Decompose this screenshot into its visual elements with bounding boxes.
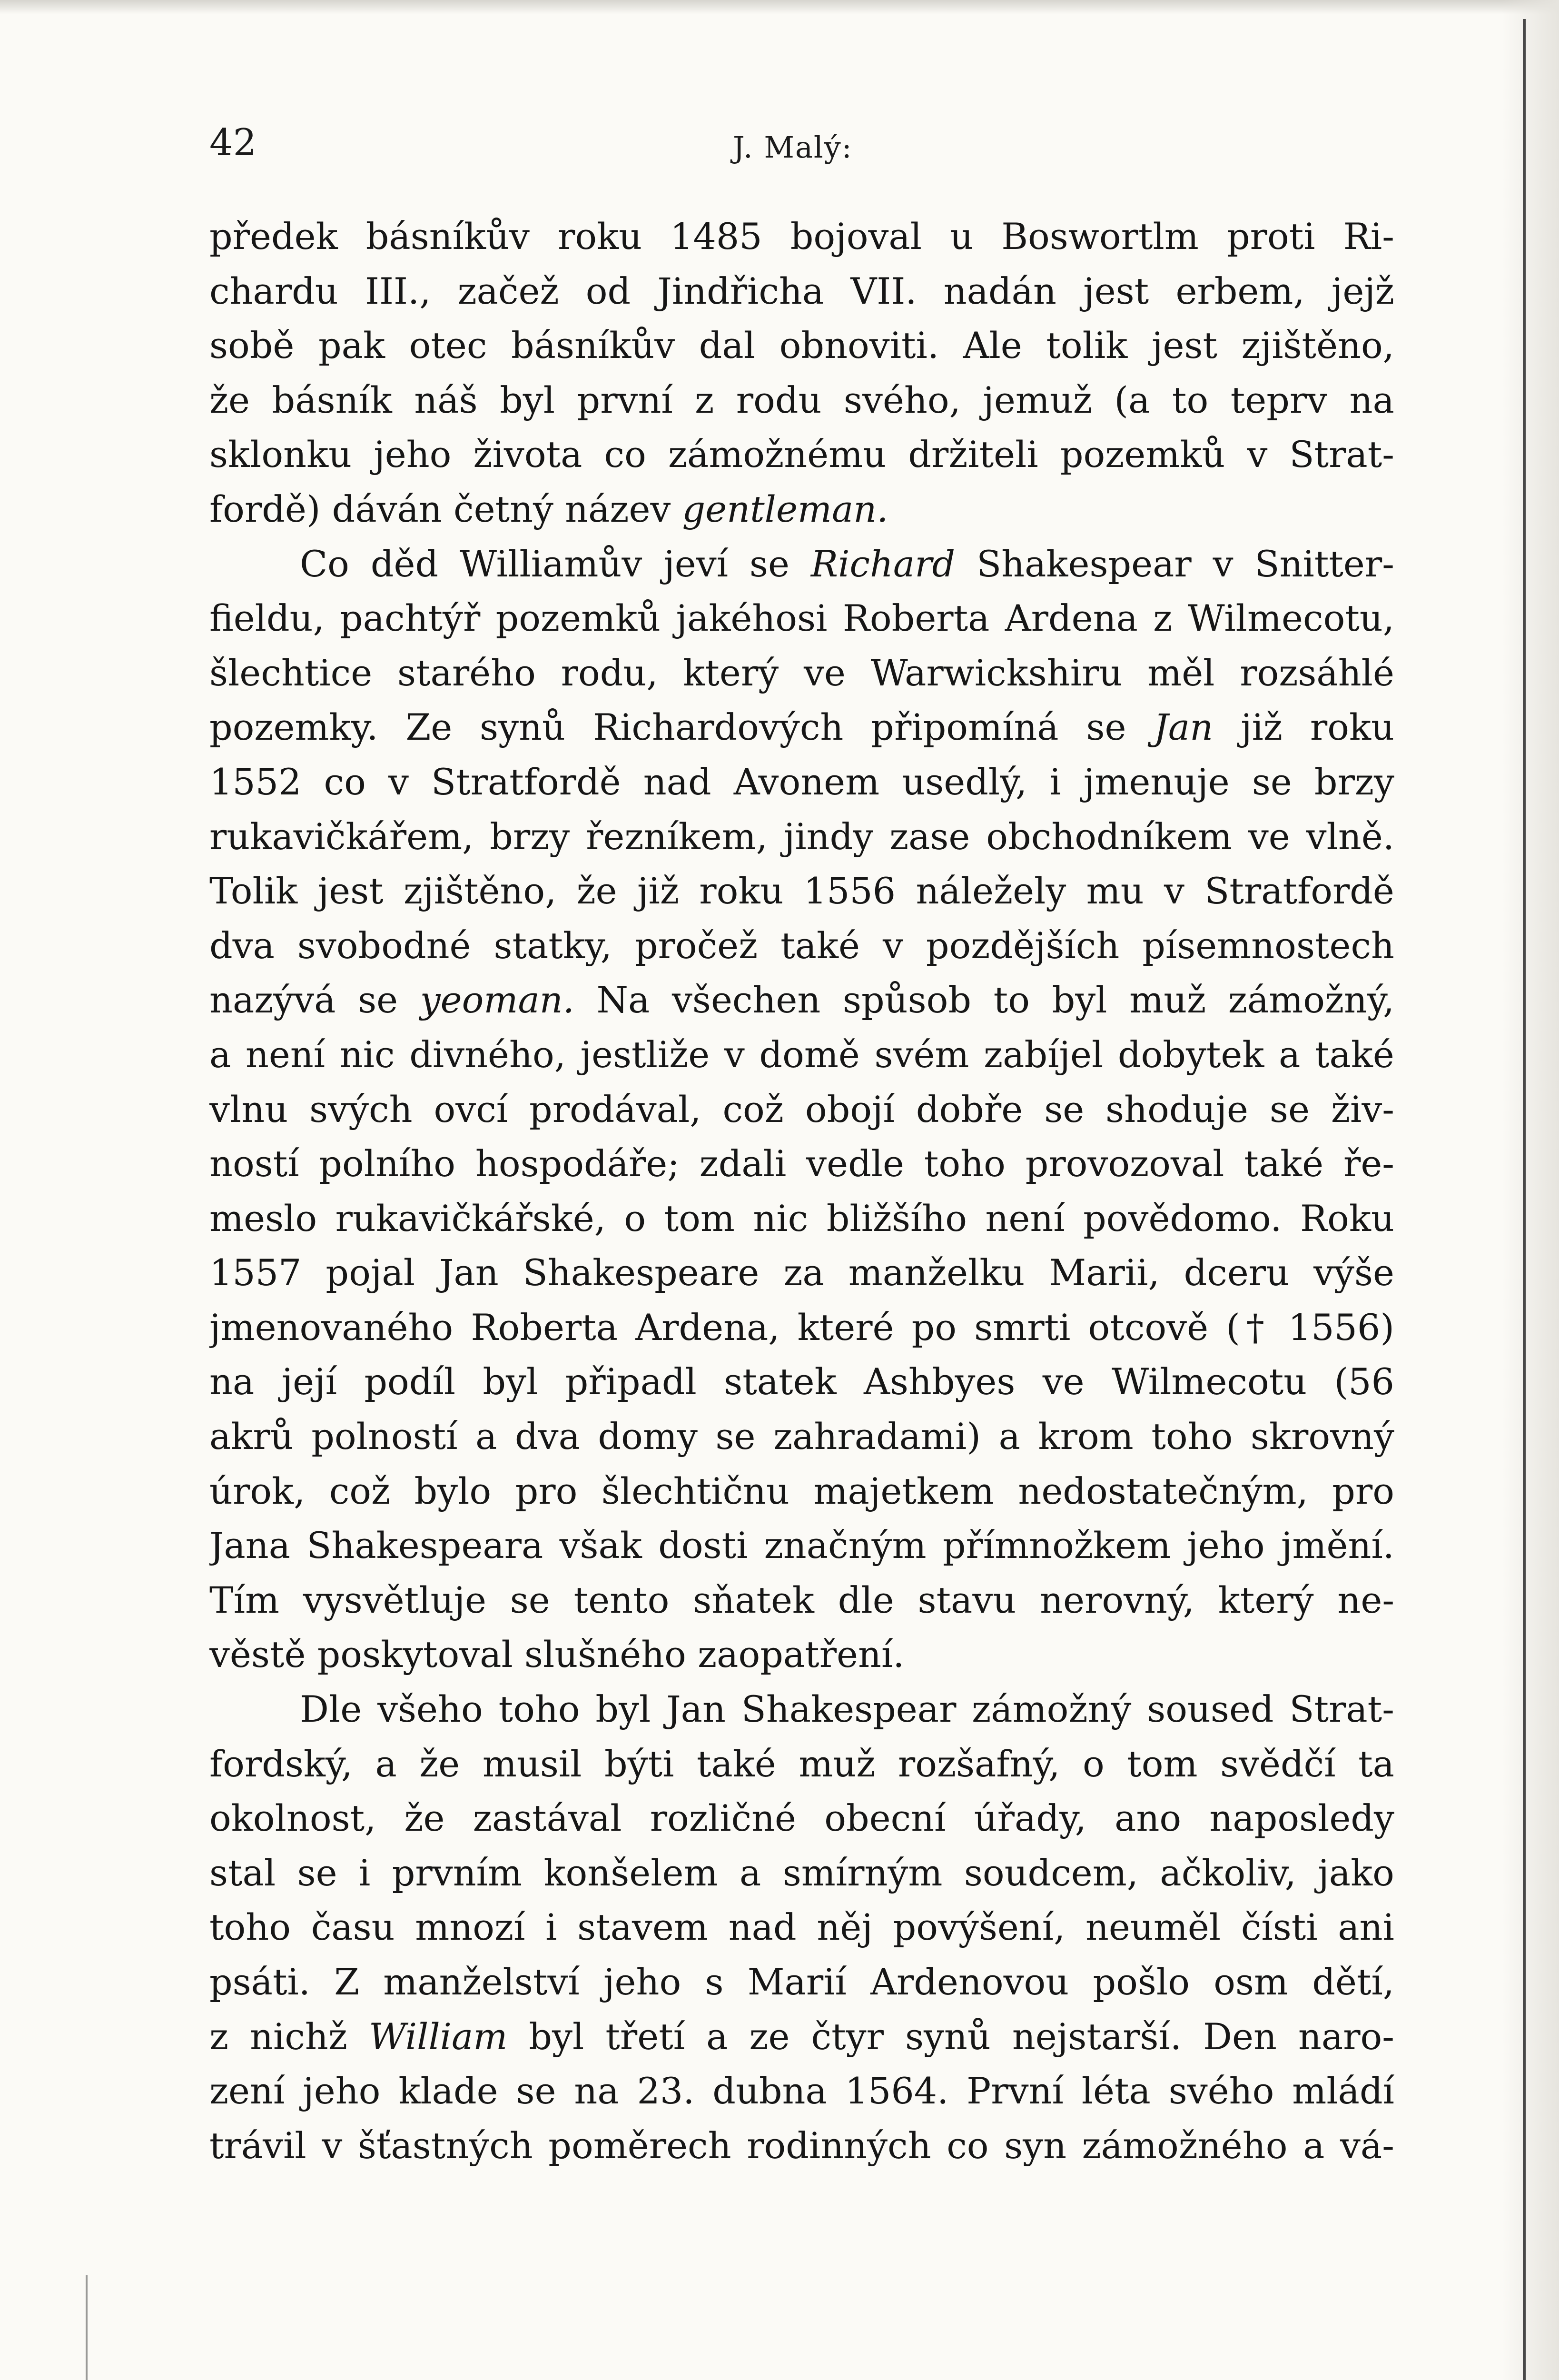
text-line: nazývá se yeoman. Na všechen spůsob to byl muž zámožný, [209,979,1394,1021]
text-line: 1557 pojal Jan Shakespeare za manželku Marii, dceru výše [209,1251,1394,1294]
scan-shadow-right [1502,0,1559,2380]
running-head: J. Malý: [733,130,853,165]
page-number: 42 [209,121,257,164]
text-line: rukavičkářem, brzy řezníkem, jindy zase obchodníkem ve vlně. [209,815,1394,858]
text-line: předek básníkův roku 1485 bojoval u Boswortlm proti Ri- [209,215,1394,258]
page-corner-fold [29,2275,88,2380]
text-line: fieldu, pachtýř pozemků jakéhosi Roberta Ardena z Wilmecotu, [209,597,1394,640]
paragraph-start-line: Dle všeho toho byl Jan Shakespear zámožný soused Strat- [300,1688,1394,1731]
text-line: věstě poskytoval slušného zaopatření. [209,1633,905,1676]
text-line: okolnost, že zastával rozličné obecní úřady, ano naposledy [209,1797,1394,1840]
text-line: šlechtice starého rodu, který ve Warwickshiru měl rozsáhlé [209,651,1394,694]
text-line: dva svobodné statky, pročež také v pozdějších písemnostech [209,924,1394,967]
text-line: vlnu svých ovcí prodával, což obojí dobře se shoduje se živ- [209,1088,1394,1130]
binding-edge [1523,19,1526,2380]
text-line: fordě) dáván četný název gentleman. [209,487,888,530]
paragraph-start-line: Co děd Williamův jeví se Richard Shakespear v Snitter- [300,542,1394,585]
text-line: a není nic divného, jestliže v domě svém zabíjel dobytek a také [209,1033,1394,1076]
text-line: z nichž William byl třetí a ze čtyr synů nejstarší. Den naro- [209,2015,1394,2058]
text-line: že básník náš byl první z rodu svého, jemuž (a to teprv na [209,378,1394,421]
text-line: 1552 co v Stratfordě nad Avonem usedlý, i jmenuje se brzy [209,760,1394,803]
text-line: toho času mnozí i stavem nad něj povýšení, neuměl čísti ani [209,1906,1394,1949]
text-line: Tím vysvětluje se tento sňatek dle stavu nerovný, který ne- [209,1578,1394,1621]
scan-shadow-top [0,0,1559,14]
text-line: na její podíl byl připadl statek Ashbyes ve Wilmecotu (56 [209,1360,1394,1403]
text-line: Tolik jest zjištěno, že již roku 1556 náležely mu v Stratfordě [209,870,1394,912]
text-line: pozemky. Ze synů Richardových připomíná se Jan již roku [209,706,1394,749]
text-line: psáti. Z manželství jeho s Marií Ardenovou pošlo osm dětí, [209,1961,1394,2003]
page-header [209,119,1394,176]
text-line: zení jeho klade se na 23. dubna 1564. První léta svého mládí [209,2070,1394,2112]
text-line: meslo rukavičkářské, o tom nic bližšího není povědomo. Roku [209,1197,1394,1240]
body-text [209,209,1394,2173]
text-line: ností polního hospodáře; zdali vedle toho provozoval také ře- [209,1142,1394,1185]
text-line: jmenovaného Roberta Ardena, které po smrti otcově († 1556) [209,1306,1394,1349]
text-line: sklonku jeho života co zámožnému držiteli pozemků v Strat- [209,433,1394,476]
text-line: trávil v šťastných poměrech rodinných co syn zámožného a vá- [209,2124,1394,2167]
text-line: úrok, což bylo pro šlechtičnu majetkem nedostatečným, pro [209,1469,1394,1512]
text-line: Jana Shakespeara však dosti značným přímnožkem jeho jmění. [209,1524,1394,1567]
text-line: stal se i prvním konšelem a smírným soudcem, ačkoliv, jako [209,1851,1394,1894]
text-line: fordský, a že musil býti také muž rozšafný, o tom svědčí ta [209,1742,1394,1785]
text-line: chardu III., začež od Jindřicha VII. nadán jest erbem, jejž [209,269,1394,312]
text-line: sobě pak otec básníkův dal obnoviti. Ale tolik jest zjištěno, [209,324,1394,367]
text-line: akrů polností a dva domy se zahradami) a krom toho skrovný [209,1415,1394,1458]
